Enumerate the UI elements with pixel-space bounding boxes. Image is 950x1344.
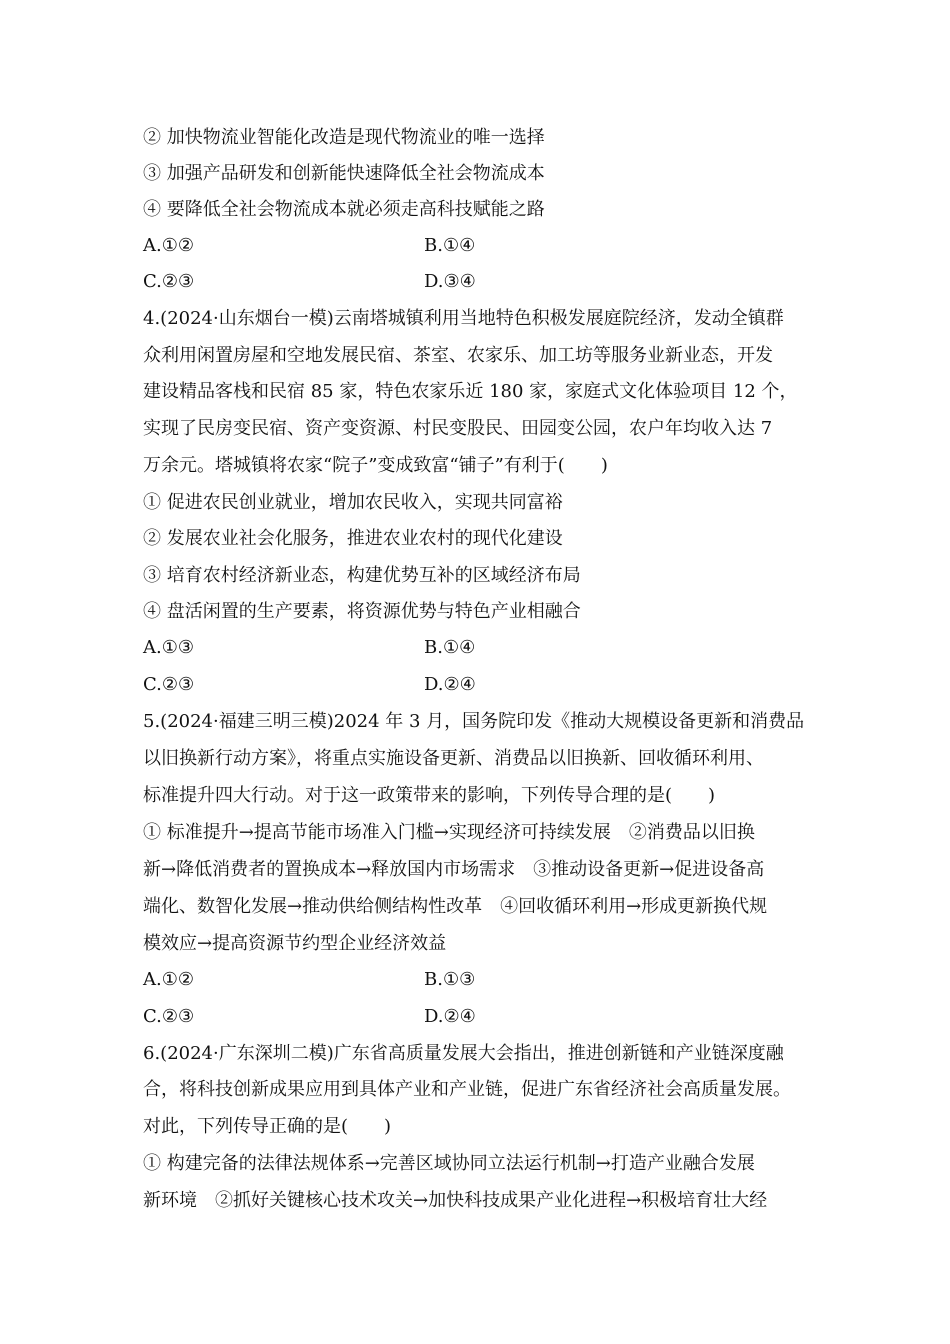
q5-option-d: D.②④ (424, 1006, 476, 1027)
q6-stem-line: 6.(2024·广东深圳二模)广东省高质量发展大会指出，推进创新链和产业链深度融 (143, 1043, 784, 1064)
q4-stem-line: 4.(2024·山东烟台一模)云南塔城镇利用当地特色积极发展庭院经济，发动全镇群 (143, 308, 784, 329)
q5-statement-line: 新→降低消费者的置换成本→释放国内市场需求 ③推动设备更新→促进设备高 (143, 859, 765, 880)
q3-statement-2: ② 加快物流业智能化改造是现代物流业的唯一选择 (143, 127, 545, 148)
q4-stem-line: 实现了民房变民宿、资产变资源、村民变股民、田园变公园，农户年均收入达 7 (143, 418, 773, 439)
q4-statement-4: ④ 盘活闲置的生产要素，将资源优势与特色产业相融合 (143, 601, 581, 622)
q5-stem-line: 标准提升四大行动。对于这一政策带来的影响，下列传导合理的是( ) (143, 785, 716, 806)
q4-option-b: B.①④ (424, 637, 476, 658)
q6-stem-line: 对此，下列传导正确的是( ) (143, 1116, 392, 1137)
q5-stem-line: 以旧换新行动方案》，将重点实施设备更新、消费品以旧换新、回收循环利用、 (143, 748, 764, 769)
q6-statement-line: ① 构建完备的法律法规体系→完善区域协同立法运行机制→打造产业融合发展 (143, 1153, 755, 1174)
q5-option-a: A.①② (143, 969, 194, 990)
q3-option-a: A.①② (143, 235, 194, 256)
q5-stem-line: 5.(2024·福建三明三模)2024 年 3 月，国务院印发《推动大规模设备更新和消费品 (143, 711, 805, 732)
q4-stem-line: 建设精品客栈和民宿 85 家，特色农家乐近 180 家，家庭式文化体验项目 12 个， (143, 381, 798, 402)
q3-option-d: D.③④ (424, 271, 476, 292)
q3-statement-4: ④ 要降低全社会物流成本就必须走高科技赋能之路 (143, 199, 545, 220)
q5-option-b: B.①③ (424, 969, 476, 990)
q4-option-a: A.①③ (143, 637, 194, 658)
q4-statement-1: ① 促进农民创业就业，增加农民收入，实现共同富裕 (143, 492, 563, 513)
q3-option-b: B.①④ (424, 235, 476, 256)
q3-option-c: C.②③ (143, 271, 195, 292)
q4-option-c: C.②③ (143, 674, 195, 695)
q5-statement-line: 模效应→提高资源节约型企业经济效益 (143, 933, 447, 954)
q4-statement-2: ② 发展农业社会化服务，推进农业农村的现代化建设 (143, 528, 563, 549)
q6-statement-line: 新环境 ②抓好关键核心技术攻关→加快科技成果产业化进程→积极培育壮大经 (143, 1190, 768, 1211)
q5-statement-line: 端化、数智化发展→推动供给侧结构性改革 ④回收循环利用→形成更新换代规 (143, 896, 768, 917)
q6-stem-line: 合，将科技创新成果应用到具体产业和产业链，促进广东省经济社会高质量发展。 (143, 1079, 791, 1100)
q3-statement-3: ③ 加强产品研发和创新能快速降低全社会物流成本 (143, 163, 545, 184)
q5-option-c: C.②③ (143, 1006, 195, 1027)
q4-option-d: D.②④ (424, 674, 476, 695)
q4-stem-line: 众利用闲置房屋和空地发展民宿、茶室、农家乐、加工坊等服务业新业态，开发 (143, 345, 773, 366)
q5-statement-line: ① 标准提升→提高节能市场准入门槛→实现经济可持续发展 ②消费品以旧换 (143, 822, 755, 843)
q4-stem-line: 万余元。塔城镇将农家“院子”变成致富“铺子”有利于( ) (143, 455, 608, 476)
q4-statement-3: ③ 培育农村经济新业态，构建优势互补的区域经济布局 (143, 565, 581, 586)
